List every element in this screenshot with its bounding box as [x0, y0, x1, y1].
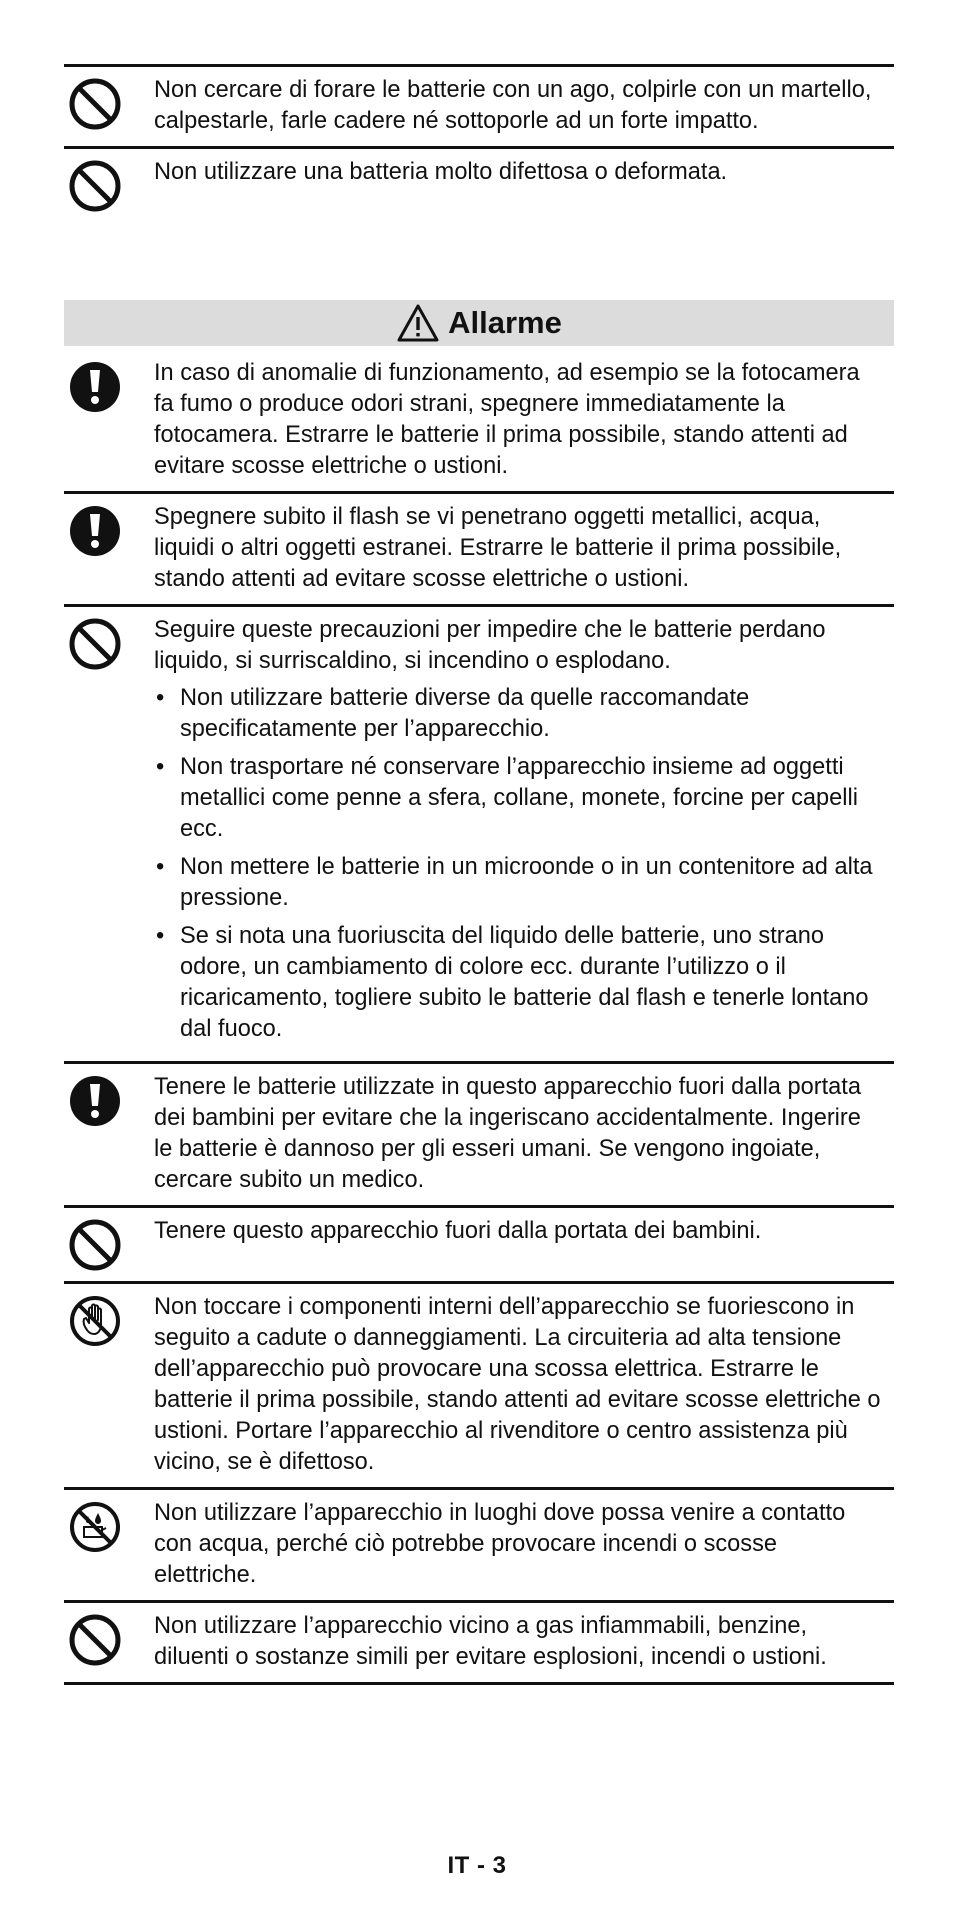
- safety-item: [64, 1600, 894, 1685]
- safety-item: [64, 491, 894, 604]
- safety-item: [64, 1205, 894, 1281]
- safety-item: [64, 64, 894, 146]
- section-spacer: [64, 222, 894, 300]
- prohibition-icon: [64, 1216, 126, 1272]
- do-not-touch-icon: [64, 1292, 126, 1348]
- safety-item-text: Non toccare i componenti interni dell’apparecchio se fuoriescono in seguito a cadute o danneggiamenti. La circuiteria ad alta tensione dell’apparecchio può provocare una scossa elettrica. Estrarre le batterie il prima possibile, stando attenti ad evitare scosse elettriche o ustioni. Portare l’apparecchio al rivenditore o centro assistenza più vicino, se è difettoso.: [154, 1294, 881, 1475]
- safety-item-text: Tenere questo apparecchio fuori dalla portata dei bambini.: [154, 1218, 762, 1244]
- safety-item-text: In caso di anomalie di funzionamento, ad esempio se la fotocamera fa fumo o produce odori strani, spegnere immediatamente la fotocamera. Estrarre le batterie il prima possibile, stando attenti ad evitare scosse elettriche o ustioni.: [154, 360, 860, 479]
- safety-item-text: Non utilizzare una batteria molto difettosa o deformata.: [154, 159, 728, 185]
- prohibition-icon: [64, 615, 126, 671]
- precaution-list: [154, 683, 884, 1045]
- alarm-section-title: Allarme: [448, 305, 562, 340]
- page-number: IT - 3: [447, 1852, 507, 1879]
- safety-item: [64, 350, 894, 491]
- no-water-icon: [64, 1498, 126, 1554]
- mandatory-action-icon: [64, 1072, 126, 1128]
- prohibition-icon: [64, 75, 126, 131]
- mandatory-action-icon: [64, 502, 126, 558]
- safety-item: [64, 146, 894, 222]
- alarm-section-header: [64, 300, 894, 346]
- safety-item-text: Seguire queste precauzioni per impedire che le batterie perdano liquido, si surriscaldino, si incendino o esplodano. • Non utilizzare batterie diverse da quelle raccomandate specificatamente per l’apparecchio. • Non trasportare né conservare l’apparecchio insieme ad oggetti metallici come penne a sfera, collane, monete, forcine per capelli ecc. • Non mettere le batterie in un microonde o in un contenitore ad alta pressione. • Se si nota una fuoriuscita del liquido delle batterie, uno strano odore, un cambiamento di colore ecc. durante l’utilizzo o il ricaricamento, togliere subito le batterie dal flash e tenerle lontano dal fuoco.: [154, 615, 894, 1052]
- safety-item: [64, 1061, 894, 1205]
- prohibition-icon: [64, 157, 126, 213]
- safety-item-text: Tenere le batterie utilizzate in questo apparecchio fuori dalla portata dei bambini per evitare che la ingeriscano accidentalmente. Ingerire le batterie è dannoso per gli esseri umani. Se vengono ingoiate, cercare subito un medico.: [154, 1074, 861, 1193]
- safety-content: [64, 64, 894, 1685]
- safety-item: [64, 604, 894, 1061]
- warning-triangle-icon: [396, 303, 440, 343]
- safety-item: [64, 1281, 894, 1487]
- list-item: • Non trasportare né conservare l’apparecchio insieme ad oggetti metallici come penne a sfera, collane, monete, forcine per capelli ecc.: [154, 752, 884, 845]
- safety-item-text: Non utilizzare l’apparecchio vicino a gas infiammabili, benzine, diluenti o sostanze simili per evitare esplosioni, incendi o ustioni.: [154, 1613, 827, 1670]
- safety-item-text: Non cercare di forare le batterie con un ago, colpirle con un martello, calpestarle, farle cadere né sottoporle ad un forte impatto.: [154, 77, 872, 134]
- safety-item-text: Non utilizzare l’apparecchio in luoghi dove possa venire a contatto con acqua, perché ciò potrebbe provocare incendi o scosse elettriche.: [154, 1500, 846, 1588]
- list-item: • Non utilizzare batterie diverse da quelle raccomandate specificatamente per l’apparecchio.: [154, 683, 884, 745]
- mandatory-action-icon: [64, 358, 126, 414]
- list-item: • Non mettere le batterie in un microonde o in un contenitore ad alta pressione.: [154, 852, 884, 914]
- prohibition-icon: [64, 1611, 126, 1667]
- list-item: • Se si nota una fuoriuscita del liquido delle batterie, uno strano odore, un cambiamento di colore ecc. durante l’utilizzo o il ricaricamento, togliere subito le batterie dal flash e tenerle lontano dal fuoco.: [154, 921, 884, 1045]
- safety-item-text: Spegnere subito il flash se vi penetrano oggetti metallici, acqua, liquidi o altri oggetti estranei. Estrarre le batterie il prima possibile, stando attenti ad evitare scosse elettriche o ustioni.: [154, 504, 842, 592]
- safety-item: [64, 1487, 894, 1600]
